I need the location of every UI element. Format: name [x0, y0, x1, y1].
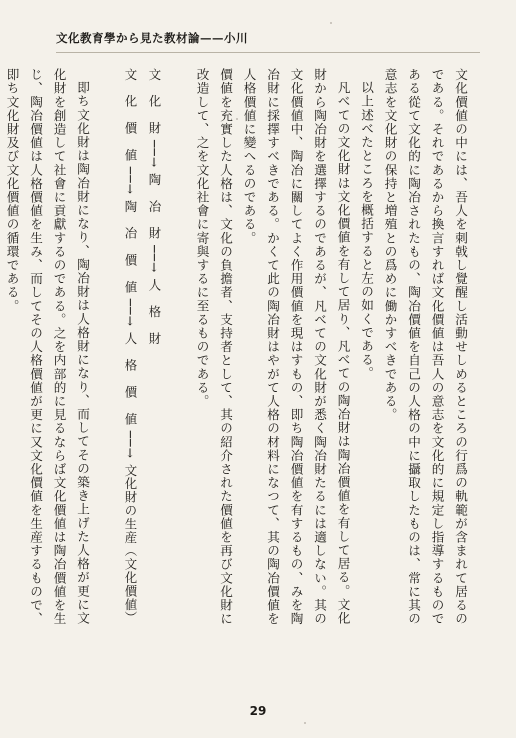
body-text-column-block — [0, 68, 472, 628]
paragraph-4: 價値を充實した人格は、文化の負擔者、支持者として、其の紹介された價値を再び文化財に改造して、之を文化社會に寄與するに至るものである。 — [194, 68, 233, 626]
paragraph-5: 即ち文化財は陶冶財になり、陶冶財は人格財になり、而してその築き上げた人格が更に文化財を創造して社會に貢獻するのである。之を内部的に見るならば文化價値は陶冶價値を生じ、陶冶價値は人格價値を生み、而してその人格價値が更に又文化價値を生産するもので、即ち文化財及び文化價値の循環である。 — [4, 68, 90, 626]
diagram-row-values: 文 化 價 値 ──→ 陶 冶 價 値 ──→ 人 格 價 値 ──→ 文化財の生産（文化價値） — [123, 68, 138, 625]
running-header: 文化教育學から見た教材論——小川 — [56, 31, 248, 45]
paragraph-1: 文化價値の中には、吾人を刺戟し覺醒し活動せしめるところの行爲の軌範が含まれて居るのである。それであるから換言すれば文化價値は吾人の意志を文化的に規定し指導するものである從て文化的に陶冶されたもの、陶冶價値を自己の人格の中に攝取したものは、常に其の意志を文化財の保持と増殖との爲めに働かすべきである。 — [382, 68, 468, 626]
page-number: 29 — [249, 704, 267, 718]
paragraph-2: 以上述べたところを概括すると左の如くである。 — [359, 80, 374, 380]
diagram-row-goods: 文 化 財 ──→ 陶 冶 財 ──→ 人 格 財 — [147, 68, 162, 346]
print-speck — [330, 22, 332, 24]
header-rule — [56, 52, 480, 53]
paragraph-3: 凡べての文化財は文化價値を有して居り、凡べての陶冶財は陶冶價値を有して居る。文化財から陶冶財を選擇するのであるが、凡べての文化財が悉く陶冶財たるには適しない。其の文化價値中、陶冶に關してよく作用價値を現はすもの、即ち陶冶價値を有するもの、みを陶冶財に採擇すべきである。かくて此の陶冶財はやがて人格の材料になつて、其の陶冶價値を人格價値に變へるのである。 — [241, 68, 351, 626]
print-speck — [304, 722, 306, 724]
print-speck — [236, 118, 238, 120]
cycle-diagram — [94, 68, 190, 628]
